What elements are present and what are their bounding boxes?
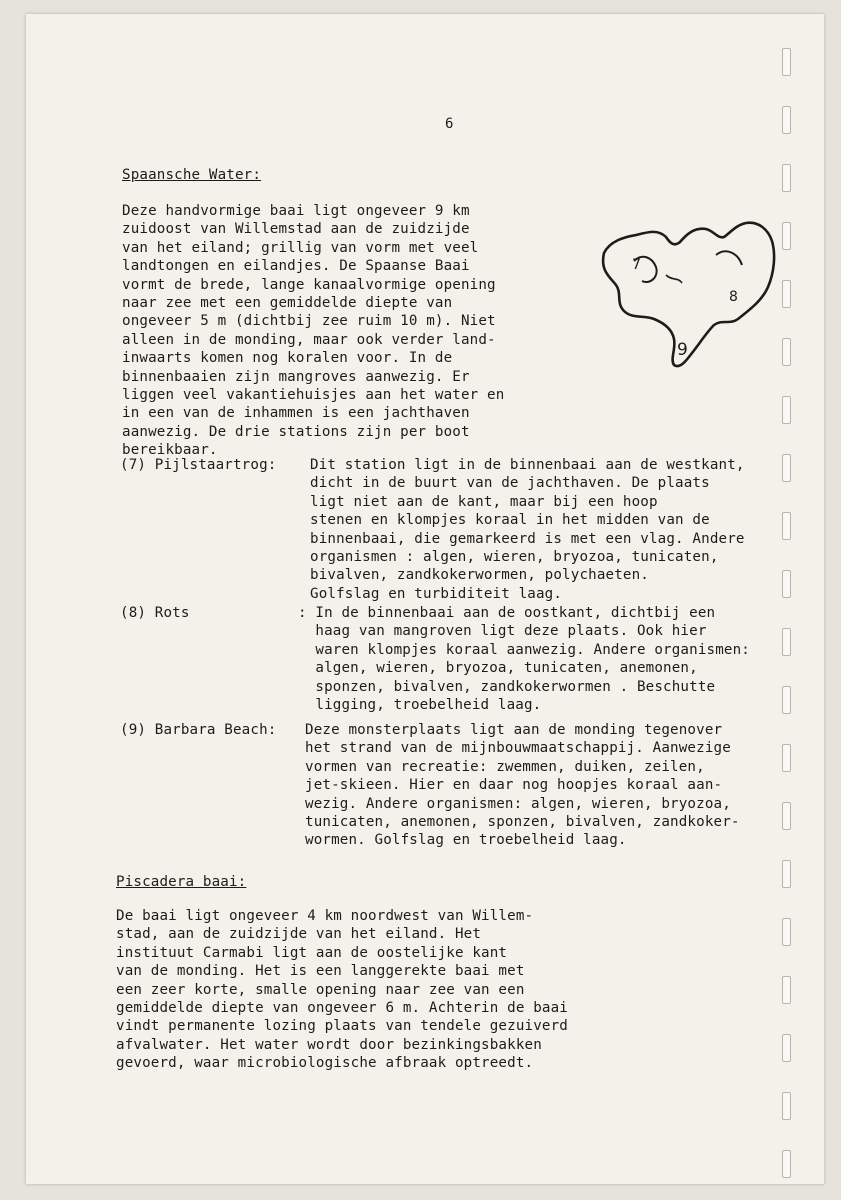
text-line: vormen van recreatie: zwemmen, duiken, zeilen, <box>305 758 705 775</box>
text-line: naar zee met een gemiddelde diepte van <box>122 295 453 312</box>
map-label-8: 8 <box>729 289 738 305</box>
text-line: haag van mangroven ligt deze plaats. Ook hier <box>298 623 707 640</box>
text-line: jet-skieen. Hier en daar nog hoopjes koraal aan- <box>305 777 723 794</box>
map-label-9: 9 <box>677 340 688 360</box>
text-line: van het eiland; grillig van vorm met veel <box>122 239 479 256</box>
section2-body-text <box>116 907 568 1073</box>
text-line: landtongen en eilandjes. De Spaanse Baai <box>122 258 470 275</box>
spiral-binding <box>782 48 794 1188</box>
map-label-7: 7 <box>632 257 641 273</box>
text-line: Dit station ligt in de binnenbaai aan de westkant, <box>310 457 745 473</box>
station-9-description <box>305 721 740 850</box>
text-line: vindt permanente lozing plaats van tendele gezuiverd <box>116 1018 568 1035</box>
bay-map-sketch <box>596 215 781 375</box>
text-line: bivalven, zandkokerwormen, polychaeten. <box>310 567 649 584</box>
text-line: stad, aan de zuidzijde van het eiland. Het <box>116 926 482 943</box>
text-line: binnenbaai, die gemarkeerd is met een vlag. Andere <box>310 530 745 547</box>
text-line: in een van de inhammen is een jachthaven <box>122 405 470 422</box>
station-8-description <box>298 604 750 714</box>
text-line: het strand van de mijnbouwmaatschappij. Aanwezige <box>305 740 731 757</box>
text-line: : In de binnenbaai aan de oostkant, dichtbij een <box>298 605 716 621</box>
text-line: een zeer korte, smalle opening naar zee van een <box>116 981 525 998</box>
text-line: aanwezig. De drie stations zijn per boot <box>122 423 470 440</box>
text-line: ongeveer 5 m (dichtbij zee ruim 10 m). Niet <box>122 313 496 330</box>
text-line: vormt de brede, lange kanaalvormige opening <box>122 276 496 293</box>
text-line: wormen. Golfslag en troebelheid laag. <box>305 832 627 849</box>
section-heading-piscadera-baai: Piscadera baai: <box>116 874 247 890</box>
section-intro-text <box>122 202 504 460</box>
section-heading-spaansche-water: Spaansche Water: <box>122 167 262 183</box>
text-line: dicht in de buurt van de jachthaven. De plaats <box>310 475 710 492</box>
text-line: bereikbaar. <box>122 442 218 459</box>
station-7-description <box>310 456 745 603</box>
text-line: sponzen, bivalven, zandkokerwormen . Beschutte <box>298 678 716 695</box>
text-line: ligt niet aan de kant, maar bij een hoop <box>310 493 658 510</box>
text-line: tunicaten, anemonen, sponzen, bivalven, zandkoker- <box>305 814 740 831</box>
text-line: binnenbaaien zijn mangroves aanwezig. Er <box>122 368 470 385</box>
text-line: Golfslag en turbiditeit laag. <box>310 585 563 602</box>
text-line: ligging, troebelheid laag. <box>298 697 542 714</box>
text-line: liggen veel vakantiehuisjes aan het water en <box>122 387 505 404</box>
text-line: instituut Carmabi ligt aan de oostelijke kant <box>116 944 508 961</box>
text-line: Deze handvormige baai ligt ongeveer 9 km <box>122 203 470 219</box>
station-7-label: (7) Pijlstaartrog: <box>120 457 277 473</box>
text-line: gemiddelde diepte van ongeveer 6 m. Achterin de baai <box>116 1000 568 1017</box>
text-line: wezig. Andere organismen: algen, wieren, bryozoa, <box>305 795 731 812</box>
station-9-label: (9) Barbara Beach: <box>120 722 277 738</box>
page-number: 6 <box>445 116 454 132</box>
text-line: zuidoost van Willemstad aan de zuidzijde <box>122 221 470 238</box>
text-line: alleen in de monding, maar ook verder land- <box>122 331 496 348</box>
text-line: stenen en klompjes koraal in het midden van de <box>310 512 710 529</box>
text-line: algen, wieren, bryozoa, tunicaten, anemonen, <box>298 660 698 677</box>
text-line: De baai ligt ongeveer 4 km noordwest van Willem- <box>116 908 534 924</box>
text-line: Deze monsterplaats ligt aan de monding tegenover <box>305 722 723 738</box>
text-line: van de monding. Het is een langgerekte baai met <box>116 963 525 980</box>
station-8-label: (8) Rots <box>120 605 190 621</box>
text-line: waren klompjes koraal aanwezig. Andere organismen: <box>298 641 750 658</box>
text-line: afvalwater. Het water wordt door bezinkingsbakken <box>116 1036 542 1053</box>
text-line: organismen : algen, wieren, bryozoa, tunicaten, <box>310 549 719 566</box>
text-line: gevoerd, waar microbiologische afbraak optreedt. <box>116 1055 534 1072</box>
text-line: inwaarts komen nog koralen voor. In de <box>122 350 453 367</box>
